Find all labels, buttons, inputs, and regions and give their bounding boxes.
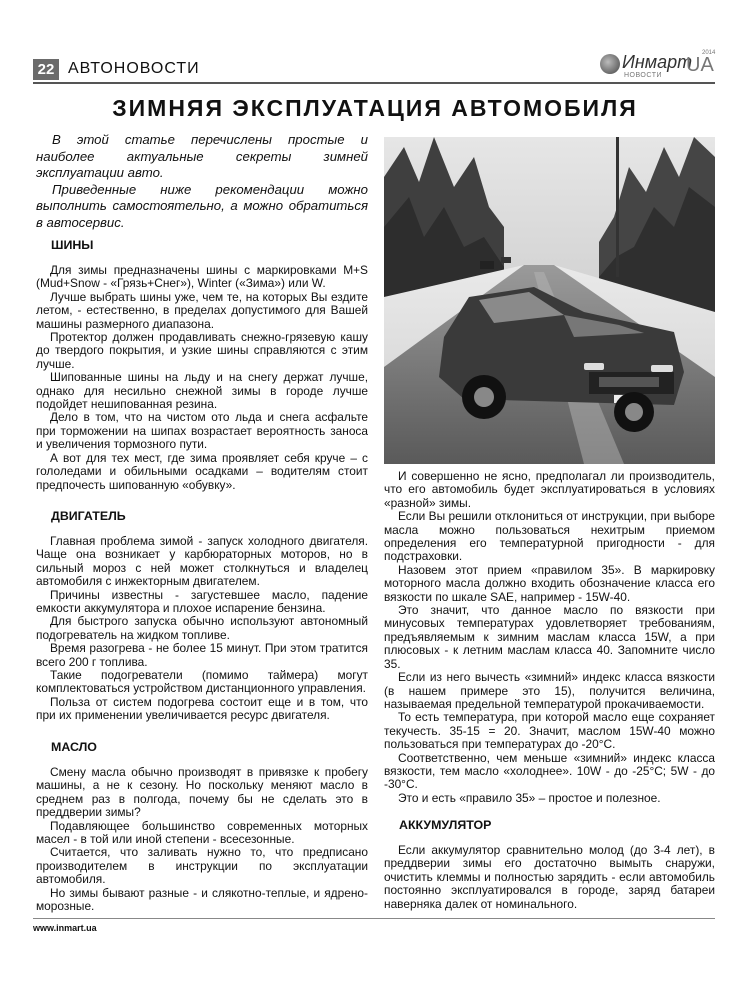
paragraph: Если аккумулятор сравнительно молод (до 3-4 лет), в преддверии зимы его достаточно вымыть снаружи, очистить клеммы и полностью зарядить - если автомобиль постоянно эксплуатировался в городе, заряд батареи наверняка далек от номинального.	[384, 843, 715, 911]
article-title: ЗИМНЯЯ ЭКСПЛУАТАЦИЯ АВТОМОБИЛЯ	[112, 95, 638, 121]
paragraph: И совершенно не ясно, предполагал ли производитель, что его автомобиль будет эксплуатироваться в условиях «разной» зимы.	[384, 469, 715, 510]
page-number: 22	[33, 59, 59, 80]
paragraph: Это значит, что данное масло по вязкости при минусовых температурах удовлетворяет требованиям, предъявляемым к зимним маслам класса 15W, а при плюсовых - к летним маслам класса 40. Запомните число 35.	[384, 603, 715, 671]
section-title: АВТОНОВОСТИ	[68, 60, 200, 77]
section-battery	[384, 818, 715, 911]
section-tires	[36, 238, 368, 492]
paragraph: Дело в том, что на чистом ото льда и снега асфальте при торможении на шипах возрастает вероятность заноса и увеличения тормозного пути.	[36, 410, 368, 452]
paragraph: Назовем этот прием «правилом 35». В маркировку моторного масла должно входить обозначение класса его вязкости по шкале SAE, например - 15W-40.	[384, 562, 715, 604]
footer-rule	[33, 918, 715, 919]
paragraph: Если из него вычесть «зимний» индекс класса вязкости (в нашем примере это 15), получится величина, называемая предельной температурой прокачиваемости.	[384, 670, 715, 711]
intro-paragraph: В этой статье перечислены простые и наиболее актуальные секреты зимней эксплуатации авто.	[36, 132, 368, 180]
paragraph: Время разогрева - не более 15 минут. При этом тратится всего 200 г топлива.	[36, 641, 368, 669]
paragraph: Шипованные шины на льду и на снегу держат лучше, однако для несильно снежной зимы в городе лучше подойдет нешипованная резина.	[36, 370, 368, 412]
logo-year: 2014	[702, 50, 716, 56]
globe-icon	[600, 54, 620, 74]
paragraph: Причины известны - загустевшее масло, падение емкости аккумулятора и плохое испарение бензина.	[36, 587, 368, 616]
inmart-logo[interactable]	[600, 50, 720, 84]
paragraph: Для быстрого запуска обычно используют автономный подогреватель на жидком топливе.	[36, 614, 368, 642]
section-heading: ШИНЫ	[51, 238, 94, 252]
paragraph: А вот для тех мест, где зима проявляет себя круче – с гололедами и обильными осадками – водителям стоит предпочесть шипованную «обувку».	[36, 450, 368, 492]
section-heading: АККУМУЛЯТОР	[399, 818, 492, 832]
section-heading: МАСЛО	[51, 740, 97, 754]
winter-car-photo	[384, 137, 715, 464]
section-oil	[36, 740, 368, 913]
paragraph: Подавляющее большинство современных моторных масел - в той или иной степени - всесезонные.	[36, 818, 368, 847]
paragraph: То есть температура, при которой масло еще сохраняет текучесть. 35-15 = 20. Значит, маслом 15W-40 можно пользоваться при температурах до -20°С.	[384, 710, 715, 752]
header-rule	[33, 82, 715, 84]
paragraph: Но зимы бывают разные - и слякотно-теплые, и ядрено-морозные.	[36, 885, 368, 914]
footer-url[interactable]: www.inmart.ua	[33, 923, 97, 933]
paragraph: Лучше выбрать шины уже, чем те, на которых Вы ездите летом, - естественно, в пределах допустимого для Вашей машины размерного диапазона.	[36, 289, 368, 331]
section-heading: ДВИГАТЕЛЬ	[51, 509, 126, 523]
section-engine	[36, 509, 368, 723]
paragraph: Протектор должен продавливать снежно-грязевую кашу до твердого покрытия, и узкие шины справляются с этим лучше.	[36, 330, 368, 371]
paragraph: Это и есть «правило 35» – простое и полезное.	[398, 790, 661, 805]
paragraph: Польза от систем подогрева состоит еще и в том, что при их применении увеличивается ресурс двигателя.	[36, 694, 368, 723]
paragraph: Для зимы предназначены шины с маркировками M+S (Mud+Snow - «Грязь+Снег»), Winter («Зима») или W.	[36, 263, 368, 291]
logo-ua: UA	[686, 54, 714, 76]
paragraph: Если Вы решили отклониться от инструкции, при выборе масла можно пользоваться нехитрым приемом определения его температурной пригодности - для подстраховки.	[384, 509, 715, 564]
logo-name: Инмарт	[622, 52, 693, 72]
right-column	[384, 470, 715, 805]
paragraph: Считается, что заливать нужно то, что предписано производителем в инструкции по эксплуатации автомобиля.	[36, 845, 368, 887]
article-intro	[36, 132, 368, 231]
paragraph: Соответственно, чем меньше «зимний» индекс класса вязкости, тем масло «холоднее». 10W - до -25°С; 5W - до -30°С.	[384, 750, 715, 792]
paragraph: Главная проблема зимой - запуск холодного двигателя. Чаще она возникает у карбюраторных моторов, но в сильный мороз с ней может столкнуться и владелец автомобиля с инжекторным двигателем.	[36, 534, 368, 589]
intro-paragraph: Приведенные ниже рекомендации можно выполнить самостоятельно, а можно обратиться в автосервис.	[36, 181, 368, 230]
logo-sub: НОВОСТИ	[624, 72, 663, 79]
paragraph: Такие подогреватели (помимо таймера) могут комплектоваться устройством дистанционного управления.	[36, 668, 368, 696]
paragraph: Смену масла обычно производят в привязке к пробегу машины, а не к сезону. Но поскольку меняют масло в среднем раз в полгода, почему бы не сделать это в преддверии зимы?	[36, 765, 368, 820]
